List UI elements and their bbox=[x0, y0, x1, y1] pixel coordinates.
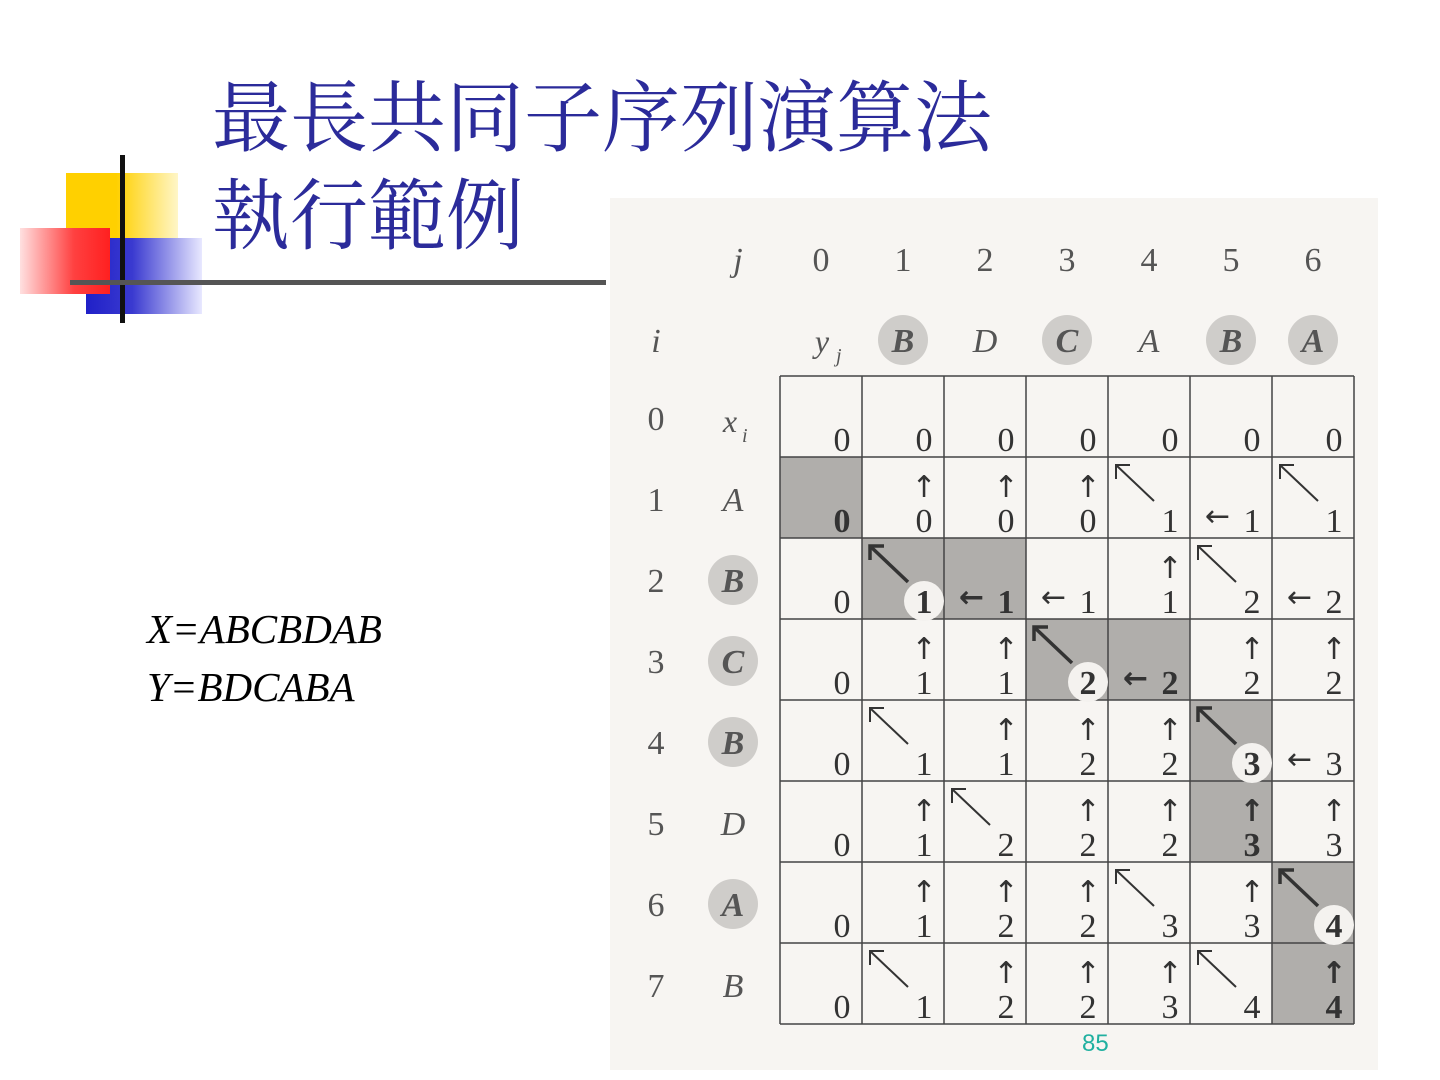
arrow-up-icon: ↑ bbox=[993, 632, 1019, 667]
cell-value: 1 bbox=[1325, 503, 1343, 540]
row-index: 7 bbox=[647, 968, 665, 1005]
cell-value: 0 bbox=[997, 422, 1015, 459]
sequence-y: Y=BDCABA bbox=[147, 664, 355, 710]
cell-value: 0 bbox=[833, 989, 851, 1026]
cell-value: 0 bbox=[1161, 422, 1179, 459]
cell-value: 0 bbox=[1079, 503, 1097, 540]
cell-value: 4 bbox=[1325, 989, 1343, 1026]
arrow-up-icon: ↑ bbox=[1239, 794, 1265, 829]
cell-value: 0 bbox=[833, 584, 851, 621]
column-index: 6 bbox=[1304, 242, 1322, 279]
cell-value: 3 bbox=[1325, 746, 1343, 783]
arrow-left-icon: ← bbox=[1286, 742, 1312, 777]
x-letter: A bbox=[722, 482, 744, 519]
cell-value: 2 bbox=[997, 908, 1015, 945]
cell-value: 0 bbox=[833, 827, 851, 864]
cell-value: 0 bbox=[915, 503, 933, 540]
cell-value: 1 bbox=[915, 584, 933, 621]
arrow-up-icon: ↑ bbox=[1321, 794, 1347, 829]
arrow-up-icon: ↑ bbox=[1239, 875, 1265, 910]
y-letter: B bbox=[1219, 323, 1243, 360]
x-sequence-subscript: i bbox=[742, 425, 748, 447]
arrow-up-icon: ↑ bbox=[1075, 794, 1101, 829]
arrow-up-icon: ↑ bbox=[1157, 956, 1183, 991]
row-index: 6 bbox=[647, 887, 665, 924]
arrow-up-icon: ↑ bbox=[911, 794, 937, 829]
cell-value: 3 bbox=[1243, 746, 1261, 783]
sequence-x: X=ABCBDAB bbox=[147, 606, 382, 652]
arrow-up-icon: ↑ bbox=[1075, 956, 1101, 991]
cell-value: 0 bbox=[1325, 422, 1343, 459]
arrow-diagonal-icon bbox=[870, 951, 908, 987]
arrow-up-icon: ↑ bbox=[993, 713, 1019, 748]
cell-value: 1 bbox=[1243, 503, 1261, 540]
cell-value: 1 bbox=[997, 584, 1015, 621]
y-letter: A bbox=[1301, 323, 1325, 360]
cell-value: 0 bbox=[833, 422, 851, 459]
arrow-up-icon: ↑ bbox=[1075, 875, 1101, 910]
arrow-diagonal-icon bbox=[1116, 465, 1154, 501]
arrow-up-icon: ↑ bbox=[1239, 632, 1265, 667]
cell-value: 2 bbox=[1079, 908, 1097, 945]
y-letter: B bbox=[891, 323, 915, 360]
cell-value: 1 bbox=[1161, 503, 1179, 540]
cell-value: 0 bbox=[833, 665, 851, 702]
cell-value: 2 bbox=[997, 827, 1015, 864]
y-letter: C bbox=[1055, 323, 1079, 360]
row-index: 3 bbox=[647, 644, 665, 681]
arrow-left-icon: ← bbox=[1122, 661, 1148, 696]
arrow-up-icon: ↑ bbox=[1157, 794, 1183, 829]
arrow-up-icon: ↑ bbox=[993, 956, 1019, 991]
row-index: 5 bbox=[647, 806, 665, 843]
column-index: 2 bbox=[976, 242, 994, 279]
arrow-up-icon: ↑ bbox=[1321, 632, 1347, 667]
arrow-diagonal-icon bbox=[1198, 546, 1236, 582]
cell-value: 1 bbox=[1161, 584, 1179, 621]
cell-value: 3 bbox=[1243, 827, 1261, 864]
cell-value: 0 bbox=[833, 908, 851, 945]
y-sequence-label: y bbox=[814, 323, 830, 359]
arrow-left-icon: ← bbox=[1286, 580, 1312, 615]
arrow-up-icon: ↑ bbox=[911, 470, 937, 505]
x-letter: B bbox=[721, 725, 745, 762]
arrow-up-icon: ↑ bbox=[993, 875, 1019, 910]
row-index: 2 bbox=[647, 563, 665, 600]
arrow-up-icon: ↑ bbox=[1075, 713, 1101, 748]
cell-value: 1 bbox=[915, 665, 933, 702]
cell-value: 1 bbox=[1079, 584, 1097, 621]
cell-value: 2 bbox=[1079, 665, 1097, 702]
cell-value: 2 bbox=[997, 989, 1015, 1026]
i-axis-label: i bbox=[651, 323, 661, 360]
cell-value: 1 bbox=[915, 827, 933, 864]
cell-value: 3 bbox=[1243, 908, 1261, 945]
row-index: 0 bbox=[647, 401, 665, 438]
column-index: 0 bbox=[812, 242, 830, 279]
cell-value: 1 bbox=[915, 746, 933, 783]
cell-value: 2 bbox=[1079, 746, 1097, 783]
column-index: 3 bbox=[1058, 242, 1076, 279]
cell-value: 1 bbox=[997, 665, 1015, 702]
title-line-1: 最長共同子序列演算法 bbox=[212, 74, 993, 164]
arrow-diagonal-icon bbox=[1116, 870, 1154, 906]
cell-value: 3 bbox=[1325, 827, 1343, 864]
arrow-up-icon: ↑ bbox=[1075, 470, 1101, 505]
arrow-diagonal-icon bbox=[1198, 951, 1236, 987]
arrow-up-icon: ↑ bbox=[1157, 713, 1183, 748]
y-sequence-subscript: j bbox=[836, 345, 842, 367]
arrow-left-icon: ← bbox=[958, 580, 984, 615]
j-axis-label: j bbox=[733, 242, 743, 279]
page-number: 85 bbox=[1082, 1030, 1109, 1057]
cell-value: 2 bbox=[1243, 584, 1261, 621]
cell-value: 0 bbox=[915, 422, 933, 459]
cell-value: 0 bbox=[1079, 422, 1097, 459]
cell-value: 1 bbox=[997, 746, 1015, 783]
arrow-diagonal-icon bbox=[870, 708, 908, 744]
column-index: 4 bbox=[1140, 242, 1158, 279]
arrow-up-icon: ↑ bbox=[1321, 956, 1347, 991]
cell-value: 2 bbox=[1161, 827, 1179, 864]
x-sequence-label: x bbox=[722, 403, 738, 439]
cell-value: 0 bbox=[833, 503, 851, 540]
cell-value: 1 bbox=[915, 989, 933, 1026]
row-index: 4 bbox=[647, 725, 665, 762]
cell-value: 0 bbox=[1243, 422, 1261, 459]
cell-value: 2 bbox=[1161, 665, 1179, 702]
y-letter: D bbox=[972, 323, 998, 360]
x-letter: B bbox=[721, 563, 745, 600]
x-letter: C bbox=[721, 644, 745, 681]
arrow-up-icon: ↑ bbox=[911, 875, 937, 910]
cell-value: 4 bbox=[1243, 989, 1261, 1026]
cell-value: 2 bbox=[1079, 989, 1097, 1026]
column-index: 5 bbox=[1222, 242, 1240, 279]
x-letter: D bbox=[720, 806, 746, 843]
x-letter: A bbox=[721, 887, 745, 924]
cell-value: 3 bbox=[1161, 908, 1179, 945]
cell-value: 2 bbox=[1161, 746, 1179, 783]
cell-value: 1 bbox=[915, 908, 933, 945]
title-line-2: 執行範例 bbox=[212, 172, 525, 262]
arrow-up-icon: ↑ bbox=[911, 632, 937, 667]
column-index: 1 bbox=[894, 242, 912, 279]
arrow-up-icon: ↑ bbox=[993, 470, 1019, 505]
cell-value: 2 bbox=[1079, 827, 1097, 864]
x-letter: B bbox=[722, 968, 744, 1005]
cell-value: 0 bbox=[833, 746, 851, 783]
cell-value: 4 bbox=[1325, 908, 1343, 945]
cell-value: 3 bbox=[1161, 989, 1179, 1026]
cell-value: 0 bbox=[997, 503, 1015, 540]
arrow-diagonal-icon bbox=[952, 789, 990, 825]
arrow-up-icon: ↑ bbox=[1157, 551, 1183, 586]
cell-value: 2 bbox=[1325, 584, 1343, 621]
row-index: 1 bbox=[647, 482, 665, 519]
arrow-left-icon: ← bbox=[1040, 580, 1066, 615]
arrow-diagonal-icon bbox=[1280, 465, 1318, 501]
y-letter: A bbox=[1138, 323, 1160, 360]
cell-value: 2 bbox=[1325, 665, 1343, 702]
arrow-left-icon: ← bbox=[1204, 499, 1230, 534]
cell-value: 2 bbox=[1243, 665, 1261, 702]
